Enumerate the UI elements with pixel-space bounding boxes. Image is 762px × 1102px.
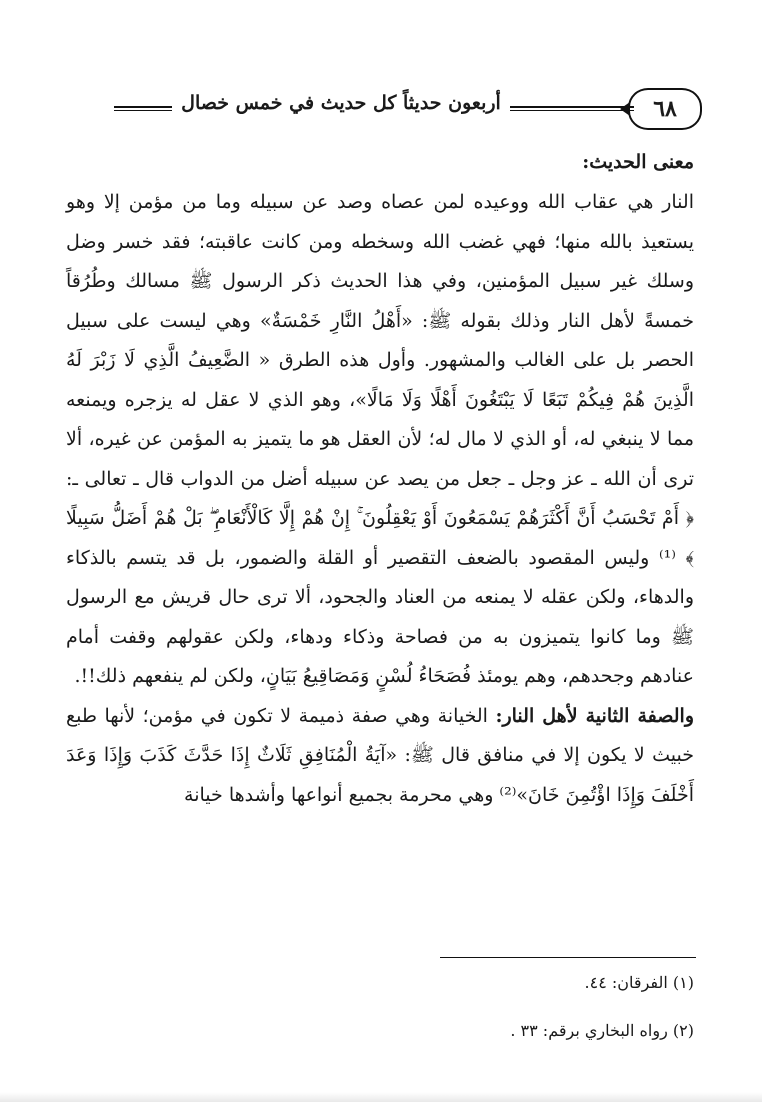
section-heading: معنى الحديث: xyxy=(582,151,694,173)
footnote-2: (٢) رواه البخاري برقم: ٣٣ . xyxy=(510,1021,694,1040)
header-rule-left xyxy=(114,106,172,111)
main-text xyxy=(66,145,694,815)
paragraph-1: النار هي عقاب الله ووعيده لمن عصاه وصد عن سبيله وما من مؤمن إلا وهو يستعيذ بالله منها؛ فهي غضب الله وسخطه ومن كانت عاقبته؛ فقد خسر وضل وسلك غير سبيل المؤمنين، وفي هذا الحديث ذكر الرسول ﷺ مسالك وطُرُقاً خمسةً لأهل النار وذلك بقوله ﷺ: «أَهْلُ النَّارِ خَمْسَةٌ» وهي ليست على سبيل الحصر بل على الغالب والمشهور. وأول هذه الطرق « الضَّعِيفُ الَّذِي لَا زَبْرَ لَهُ الَّذِينَ هُمْ فِيكُمْ تَبَعًا لَا يَبْتَغُونَ أَهْلًا وَلَا مَالًا»، وهو الذي لا عقل له يزجره ويمنعه مما لا ينبغي له، أو الذي لا مال له؛ لأن العقل هو ما يتميز به المؤمن عن غيره، ألا ترى أن الله ـ عز وجل ـ جعل من يصد عن سبيله أضل من الدواب قال ـ تعالى ـ: ﴿ أَمْ تَحْسَبُ أَنَّ أَكْثَرَهُمْ يَسْمَعُونَ أَوْ يَعْقِلُونَ ۚ إِنْ هُمْ إِلَّا كَالْأَنْعَامِ ۖ بَلْ هُمْ أَضَلُّ سَبِيلًا ﴾ ⁽¹⁾ وليس المقصود بالضعف التقصير أو القلة والضمور، بل قد يتسم بالذكاء والدهاء، ولكن عقله لا يمنعه من العناد والجحود، ألا ترى حال قريش مع الرسول ﷺ وما كانوا يتميزون به من فصاحة وذكاء ودهاء، ولكن عقولهم وقفت أمام عنادهم وجحدهم، وهم يومئذ فُصَحَاءُ لُسْنٍ وَمَصَاقِيعُ بَيَانٍ، ولكن لم ينفعهم ذلك!!. xyxy=(66,191,694,687)
paragraph-2-lead: والصفة الثانية لأهل النار: xyxy=(495,704,694,727)
footnote-1: (١) الفرقان: ٤٤. xyxy=(584,973,694,992)
footnotes xyxy=(66,970,694,1066)
paragraph-2 xyxy=(66,697,694,816)
paragraph-2-body: الخيانة وهي صفة ذميمة لا تكون في مؤمن؛ لأنها طبع خبيث لا يكون إلا في منافق قال ﷺ: «آيَةُ الْمُنَافِقِ ثَلَاثٌ إِذَا حَدَّثَ كَذَبَ وَإِذَا وَعَدَ أَخْلَفَ وَإِذَا اؤْتُمِنَ خَانَ»⁽²⁾ وهي محرمة بجميع أنواعها وأشدها خيانة xyxy=(66,704,694,806)
page-bottom-edge xyxy=(0,1092,762,1102)
page-header xyxy=(72,84,702,134)
page-number: ٦٨ xyxy=(628,88,702,130)
header-rule-right xyxy=(510,106,634,111)
footnote-rule xyxy=(440,957,696,958)
running-title: أربعون حديثاً كل حديث في خمس خصال xyxy=(181,92,501,114)
